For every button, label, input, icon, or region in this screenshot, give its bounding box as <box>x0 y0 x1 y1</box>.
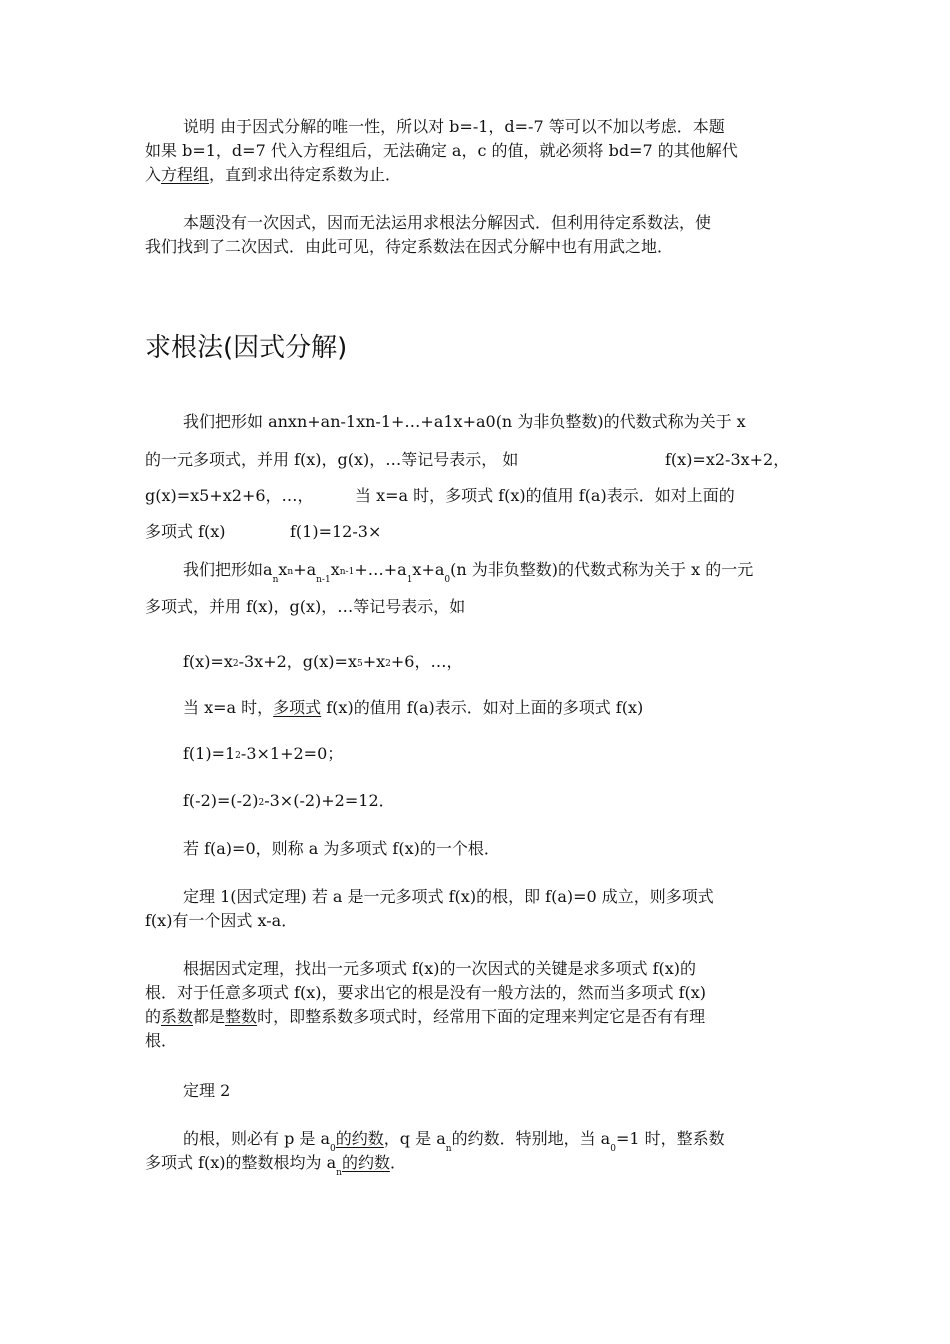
theorem-1-line1 <box>145 885 808 909</box>
hyperlink-yueshu-2[interactable]: 的约数 <box>341 1153 390 1172</box>
hyperlink-zhengshu[interactable]: 整数 <box>225 1007 258 1026</box>
paragraph-b-line2 <box>145 595 808 619</box>
paragraph-c-line2 <box>145 981 808 1005</box>
text-line: 定理 2 <box>183 1081 231 1100</box>
subscript: 0 <box>330 1144 336 1154</box>
text-span: 当 x=a 时， <box>183 698 274 717</box>
paragraph-a-line2 <box>145 448 808 472</box>
text-span: ． <box>389 1153 406 1172</box>
theorem-2-heading <box>145 1079 808 1103</box>
text-line: 定理 1(因式定理) 若 a 是一元多项式 f(x)的根，即 f(a)=0 成立，则多项式 <box>183 887 714 906</box>
intro-paragraph-2-line2 <box>145 235 808 259</box>
intro-paragraph-1-line3 <box>145 163 808 187</box>
subscript: n <box>445 1144 452 1154</box>
theorem-1-line2 <box>145 909 808 933</box>
text-span: 的根，则必有 p 是 a <box>183 1129 331 1148</box>
subscript: 0 <box>444 575 451 585</box>
text-span: 当 x=a 时，多项式 f(x)的值用 f(a)表示．如对上面的 <box>355 486 735 505</box>
subscript: 1 <box>406 575 413 585</box>
text-span: +a <box>293 560 317 579</box>
hyperlink-fangchengzu[interactable]: 方程组 <box>161 165 210 184</box>
text-span: +x <box>362 652 386 671</box>
hyperlink-xishu[interactable]: 系数 <box>161 1007 194 1026</box>
text-span: x+a <box>412 560 445 579</box>
paragraph-a-line3 <box>145 484 808 508</box>
intro-paragraph-1 <box>145 115 808 139</box>
hyperlink-yueshu[interactable]: 的约数 <box>335 1129 384 1148</box>
intro-paragraph-2 <box>145 211 808 235</box>
text-line: 根．对于任意多项式 f(x)，要求出它的根是没有一般方法的，然而当多项式 f(x) <box>145 983 707 1002</box>
superscript: n-1 <box>339 567 355 577</box>
hyperlink-duoxiangshi[interactable]: 多项式 <box>273 698 322 717</box>
paragraph-a-line4 <box>145 520 808 544</box>
superscript: 2 <box>258 798 265 808</box>
paragraph-d-line2 <box>145 1151 808 1178</box>
text-span: +…+a <box>354 560 407 579</box>
text-span: a <box>263 560 273 579</box>
paragraph-a-line1 <box>145 410 808 434</box>
text-span: f(x)的值用 f(a)表示．如对上面的多项式 f(x) <box>321 698 644 717</box>
text-line: 根． <box>145 1031 178 1050</box>
text-line: 根据因式定理，找出一元多项式 f(x)的一次因式的关键是求多项式 f(x)的 <box>183 959 697 978</box>
text-span: =1 时，整系数 <box>615 1129 725 1148</box>
text-line: 本题没有一次因式，因而无法运用求根法分解因式．但利用待定系数法，使 <box>183 213 712 232</box>
text-span: 的一元多项式，并用 f(x)，g(x)，…等记号表示， 如 <box>145 450 519 469</box>
text-span: 入 <box>145 165 162 184</box>
subscript: n <box>336 1168 342 1178</box>
text-line: 我们找到了二次因式．由此可见，待定系数法在因式分解中也有用武之地． <box>145 237 674 256</box>
superscript: 2 <box>232 659 239 669</box>
text-span: -3×1+2=0； <box>240 744 344 763</box>
subscript: n <box>272 575 279 585</box>
text-span: f(-2)=(-2) <box>183 791 259 810</box>
superscript: 2 <box>235 751 241 761</box>
text-span: 多项式 f(x)的整数根均为 a <box>145 1153 337 1172</box>
fm2-example <box>145 789 808 816</box>
text-span: f(x)=x <box>183 652 233 671</box>
text-span: 的 <box>145 1007 162 1026</box>
text-span: x <box>278 560 288 579</box>
paragraph-d-line1 <box>145 1127 808 1154</box>
text-span: +6，…， <box>390 652 463 671</box>
superscript: n <box>287 567 294 577</box>
text-line: 如果 b=1，d=7 代入方程组后，无法确定 a，c 的值，就必须将 bd=7 的其他解代 <box>145 141 738 160</box>
text-span: 都是 <box>193 1007 226 1026</box>
text-span: ，q 是 a <box>383 1129 446 1148</box>
text-span: -3x+2，g(x)=x <box>238 652 357 671</box>
paragraph-c-line1 <box>145 957 808 981</box>
text-span: g(x)=x5+x2+6，…， <box>145 486 314 505</box>
text-span: x <box>330 560 340 579</box>
text-span: f(1)=12-3× <box>290 522 382 541</box>
text-line: 多项式，并用 f(x)，g(x)，…等记号表示，如 <box>145 597 466 616</box>
text-span: f(x)=x2-3x+2， <box>665 450 790 469</box>
text-line: 我们把形如 anxn+an-1xn-1+…+a1x+a0(n 为非负整数)的代数式称为关于 x <box>183 412 746 431</box>
subscript: n-1 <box>316 575 331 585</box>
text-line: f(x)有一个因式 x-a． <box>145 911 298 930</box>
text-span: 我们把形如 <box>183 560 264 579</box>
value-definition <box>145 696 808 720</box>
subscript: 0 <box>610 1144 616 1154</box>
text-span: 时，即整系数多项式时，经常用下面的定理来判定它是否有有理 <box>257 1007 706 1026</box>
section-title: 求根法(因式分解) <box>145 333 348 363</box>
paragraph-b-line1 <box>145 558 808 585</box>
text-line: 说明 由于因式分解的唯一性，所以对 b=-1，d=-7 等可以不加以考虑．本题 <box>183 117 725 136</box>
text-span: f(1)=1 <box>183 744 236 763</box>
paragraph-c-line3 <box>145 1005 808 1029</box>
intro-paragraph-1-line2 <box>145 139 808 163</box>
root-definition <box>145 837 808 861</box>
text-line: 若 f(a)=0，则称 a 为多项式 f(x)的一个根． <box>183 839 500 858</box>
superscript: 5 <box>356 659 363 669</box>
f1-example <box>145 742 808 769</box>
text-span: 的约数．特别地，当 a <box>451 1129 611 1148</box>
superscript: 2 <box>385 659 391 669</box>
paragraph-c-line4 <box>145 1029 808 1053</box>
text-span: -3×(-2)+2=12． <box>264 791 395 810</box>
text-span: (n 为非负整数)的代数式称为关于 x 的一元 <box>450 560 754 579</box>
text-span: 多项式 f(x) <box>145 522 226 541</box>
fx-examples <box>145 650 808 677</box>
text-span: ，直到求出待定系数为止． <box>209 165 402 184</box>
